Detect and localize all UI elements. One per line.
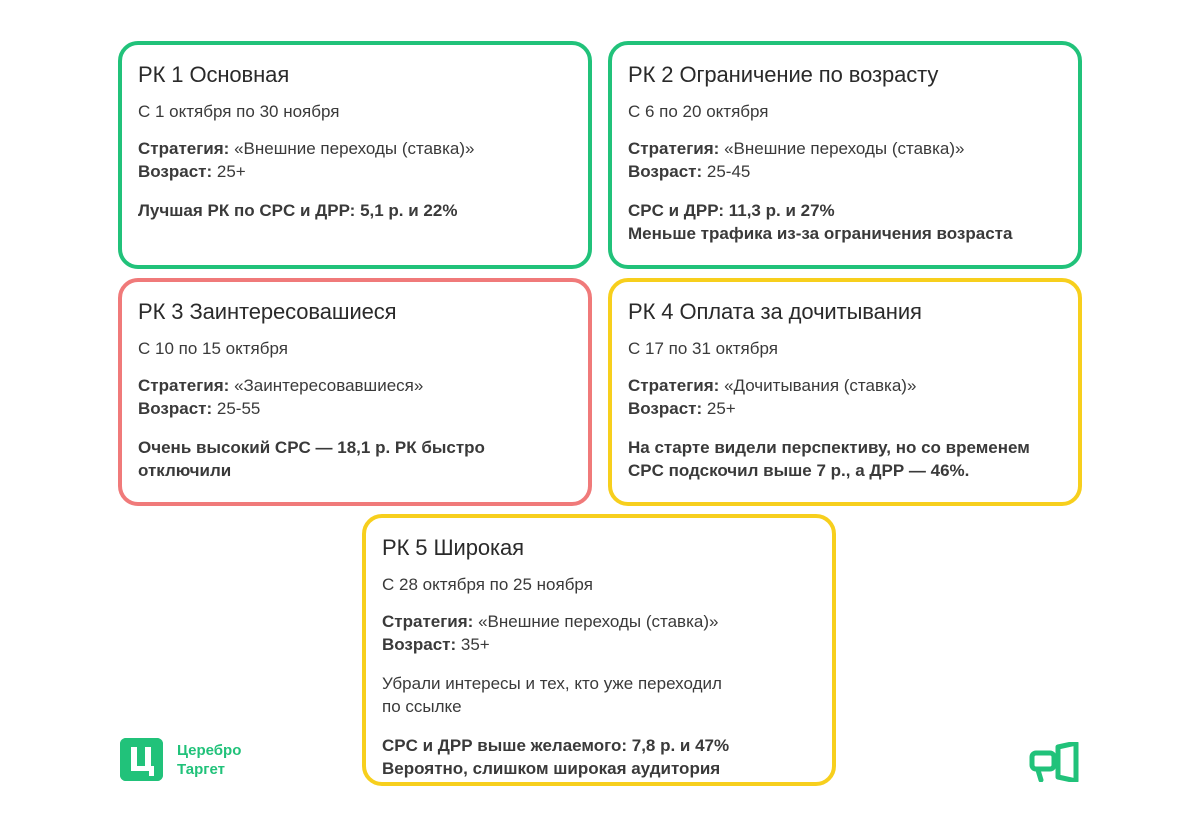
card-dates: С 1 октября по 30 ноября — [138, 102, 340, 121]
card-title: РК 5 Широкая — [382, 535, 524, 560]
strategy-value: «Заинтересовавшиеся» — [229, 376, 424, 395]
logo-line-1: Церебро — [177, 741, 242, 759]
age-value: 25+ — [702, 399, 736, 418]
result-text: CPC и ДРР: 11,3 р. и 27% — [628, 201, 835, 220]
logo-line-2: Таргет — [177, 760, 226, 778]
card-title: РК 2 Ограничение по возрасту — [628, 62, 939, 87]
age-label: Возраст: — [628, 162, 703, 181]
age-value: 25+ — [212, 162, 246, 181]
age-label: Возраст: — [138, 162, 213, 181]
age-value: 25-45 — [702, 162, 751, 181]
result-text: На старте видели перспективу, но со временем — [628, 438, 1030, 457]
result-text-2: отключили — [138, 461, 232, 480]
result-text: Лучшая РК по CPC и ДРР: 5,1 р. и 22% — [138, 201, 458, 220]
result-text-2: CPC подскочил выше 7 р., а ДРР — 46%. — [628, 461, 970, 480]
result-text: Очень высокий CPC — 18,1 р. РК быстро — [138, 438, 485, 457]
strategy-line — [138, 374, 572, 397]
age-value: 35+ — [456, 635, 490, 654]
strategy-label: Стратегия: — [138, 376, 230, 395]
campaign-card-4 — [608, 278, 1082, 506]
campaign-card-1 — [118, 41, 592, 269]
brand-logo — [120, 738, 241, 781]
card-title: РК 1 Основная — [138, 62, 290, 87]
strategy-label: Стратегия: — [138, 139, 230, 158]
card-dates: С 10 по 15 октября — [138, 339, 288, 358]
age-line — [628, 160, 1062, 183]
strategy-label: Стратегия: — [628, 139, 720, 158]
age-line — [628, 397, 1062, 420]
logo-text — [177, 741, 241, 779]
card-title: РК 3 Заинтересовашиеся — [138, 299, 397, 324]
age-line — [138, 160, 572, 183]
strategy-line — [138, 137, 572, 160]
card-title: РК 4 Оплата за дочитывания — [628, 299, 922, 324]
strategy-value: «Дочитывания (ставка)» — [719, 376, 917, 395]
strategy-line — [628, 137, 1062, 160]
card-dates: С 6 по 20 октября — [628, 102, 769, 121]
note-text: Убрали интересы и тех, кто уже переходил — [382, 674, 722, 693]
age-line — [382, 633, 816, 656]
note-text-2: по ссылке — [382, 697, 462, 716]
card-dates: С 28 октября по 25 ноября — [382, 575, 593, 594]
strategy-value: «Внешние переходы (ставка)» — [229, 139, 475, 158]
megaphone-icon — [1028, 742, 1080, 782]
age-line — [138, 397, 572, 420]
result-text: CPC и ДРР выше желаемого: 7,8 р. и 47% — [382, 736, 730, 755]
strategy-line — [628, 374, 1062, 397]
age-value: 25-55 — [212, 399, 261, 418]
strategy-value: «Внешние переходы (ставка)» — [473, 612, 719, 631]
campaign-card-2 — [608, 41, 1082, 269]
card-dates: С 17 по 31 октября — [628, 339, 778, 358]
strategy-label: Стратегия: — [628, 376, 720, 395]
age-label: Возраст: — [382, 635, 457, 654]
strategy-line — [382, 610, 816, 633]
campaign-card-3 — [118, 278, 592, 506]
result-text-2: Меньше трафика из-за ограничения возраста — [628, 224, 1013, 243]
age-label: Возраст: — [628, 399, 703, 418]
cerebro-logo-icon — [120, 738, 163, 781]
strategy-value: «Внешние переходы (ставка)» — [719, 139, 965, 158]
result-text-2: Вероятно, слишком широкая аудитория — [382, 759, 721, 778]
campaign-card-5 — [362, 514, 836, 786]
age-label: Возраст: — [138, 399, 213, 418]
strategy-label: Стратегия: — [382, 612, 474, 631]
